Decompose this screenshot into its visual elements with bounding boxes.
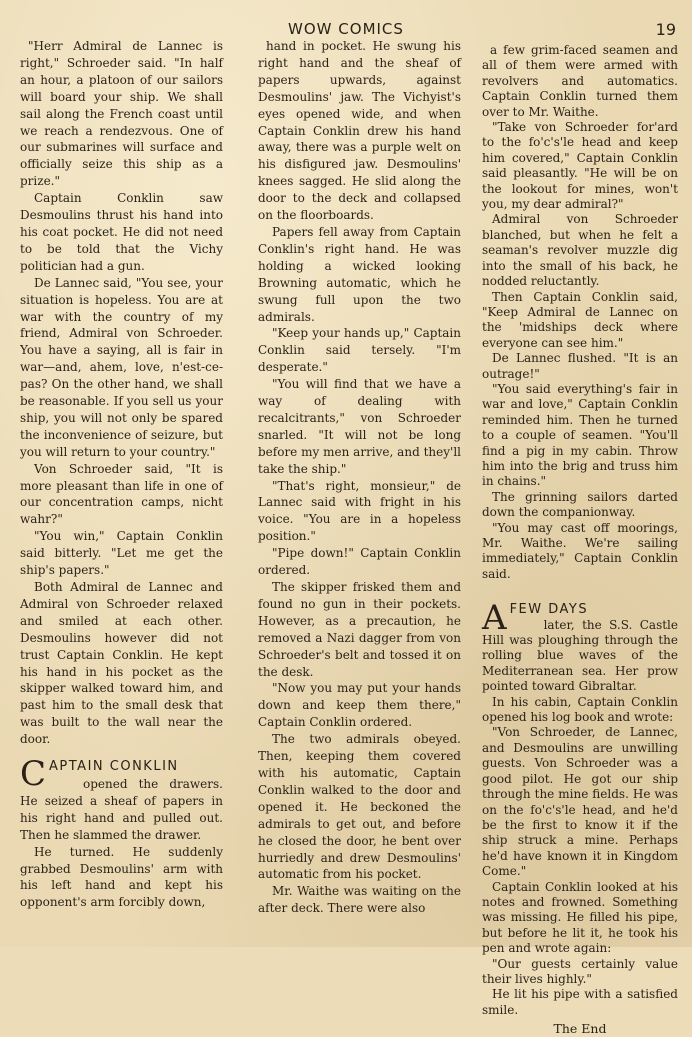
paragraph: Admiral von Schroeder blanched, but when he felt a seaman's revolver muzzle dig into the small of his back, he nodded reluctantly. [482, 212, 678, 289]
paragraph: Captain Conklin saw Desmoulins thrust his hand into his coat pocket. He did not need to be told that the Vichy politician had a gun. [20, 191, 223, 273]
paragraph: hand in pocket. He swung his right hand and the sheaf of papers upwards, against Desmoulins' jaw. The Vichyist's eyes opened wide, and when Captain Conklin drew his hand away, there was a purple welt on his disfigured jaw. Desmoulins' knees sagged. He slid along the door to the deck and collapsed on the floorboards. [258, 39, 461, 223]
paragraph: "Now you may put your hands down and keep them there," Captain Conklin ordered. [258, 681, 461, 730]
paragraph: De Lannec said, "You see, your situation is hopeless. You are at war with the country of my friend, Admiral von Schroeder. You have a saying, all is fair in war—and, ahem, love, n'est-ce-pas? On the other hand, we shall be reasonable. If you sell us your ship, you will not only be spared the inconvenience of seizure, but you will return to your country." [20, 275, 223, 459]
paragraph: In his cabin, Captain Conklin opened his log book and wrote: [482, 694, 678, 725]
paragraph: "Our guests certainly value their lives highly." [482, 956, 678, 986]
section-opener [482, 598, 678, 694]
paragraph: Captain Conklin looked at his notes and frowned. Something was missing. He filled his pipe, but before he lit it, he took his pen and wrote again: [482, 879, 678, 956]
paragraph: Then Captain Conklin said, "Keep Admiral de Lannec on the 'midships deck where everyone can see him." [482, 289, 678, 350]
paragraph: Both Admiral de Lannec and Admiral von Schroeder relaxed and smiled at each other. Desmoulins however did not trust Captain Conklin. He kept his hand in his pocket as the skipper walked toward him, and past him to the small desk that was built to the wall near the door. [20, 580, 223, 747]
drop-cap: A [482, 598, 507, 639]
text-column-3 [482, 43, 678, 1037]
paragraph: "Von Schroeder, de Lannec, and Desmoulins are unwilling guests. Von Schroeder was a good pilot. He got our ship through the mine fields. He was on the fo'c's'le head, and he'd be the first to know it if the ship struck a mine. Perhaps he'd have known it in Kingdom Come." [482, 725, 678, 879]
paragraph: "You may cast off moorings, Mr. Waithe. We're sailing immediately," Captain Conklin said. [482, 520, 678, 581]
running-head: WOW COMICS [288, 20, 404, 38]
paragraph: "Keep your hands up," Captain Conklin said tersely. "I'm desperate." [258, 326, 461, 375]
section-opener [20, 754, 223, 844]
paragraph: The two admirals obeyed. Then, keeping them covered with his automatic, Captain Conklin walked to the door and opened it. He beckoned the admirals to get out, and before he closed the door, he bent over hurriedly and drew Desmoulins' automatic from his pocket. [258, 732, 461, 882]
paragraph: "You win," Captain Conklin said bitterly. "Let me get the ship's papers." [20, 529, 223, 578]
paragraph: Von Schroeder said, "It is more pleasant than life in one of our concentration camps, nicht wahr?" [20, 461, 223, 527]
paragraph: He turned. He suddenly grabbed Desmoulins' arm with his left hand and kept his opponent's arm forcibly down, [20, 844, 223, 910]
paragraph: "You said everything's fair in war and love," Captain Conklin reminded him. Then he turned to a couple of seamen. "You'll find a pig in my cabin. Throw him into the brig and truss him in chains." [482, 381, 678, 489]
paragraph: later, the S.S. Castle Hill was ploughing through the rolling blue waves of the Mediterranean sea. Her prow pointed toward Gibraltar. [482, 617, 678, 694]
drop-cap: C [20, 754, 47, 795]
paragraph: De Lannec flushed. "It is an outrage!" [482, 351, 678, 381]
text-column-2 [258, 38, 461, 943]
paragraph: "Pipe down!" Captain Conklin ordered. [258, 546, 461, 578]
page-number: 19 [655, 20, 676, 39]
paragraph: opened the drawers. He seized a sheaf of papers in his right hand and pulled out. Then he slammed the drawer. [20, 776, 223, 842]
paragraph: "You will find that we have a way of dealing with recalcitrants," von Schroeder snarled. "It will not be long before my men arrive, and they'll take the ship." [258, 377, 461, 476]
paragraph: Mr. Waithe was waiting on the after deck. There were also [258, 884, 461, 916]
section-heading-caps: APTAIN CONKLIN [49, 759, 179, 775]
paragraph: a few grim-faced seamen and all of them were armed with revolvers and automatics. Captain Conklin turned them over to Mr. Waithe. [482, 43, 678, 119]
paragraph: "Take von Schroeder for'ard to the fo'c's'le head and keep him covered," Captain Conklin said pleasantly. "He will be on the lookout for mines, won't you, my dear admiral?" [482, 120, 678, 212]
paragraph: "Herr Admiral de Lannec is right," Schroeder said. "In half an hour, a platoon of our sailors will board your ship. We shall sail along the French coast until we reach a rendezvous. One of our submarines will surface and officially seize this ship as a prize." [20, 39, 223, 189]
paragraph: "That's right, monsieur," de Lannec said with fright in his voice. "You are in a hopeless position." [258, 478, 461, 544]
paragraph: Papers fell away from Captain Conklin's right hand. He was holding a wicked looking Browning automatic, which he swung full upon the two admirals. [258, 224, 461, 324]
section-heading-caps: FEW DAYS [509, 602, 589, 618]
story-end-label: The End [553, 1021, 607, 1037]
paragraph: He lit his pipe with a satisfied smile. [482, 987, 678, 1017]
paragraph: The skipper frisked them and found no gun in their pockets. However, as a precaution, he removed a Nazi dagger from von Schroeder's belt and tossed it on the desk. [258, 580, 461, 679]
paragraph: The grinning sailors darted down the companionway. [482, 489, 678, 520]
text-column-1 [20, 38, 223, 943]
